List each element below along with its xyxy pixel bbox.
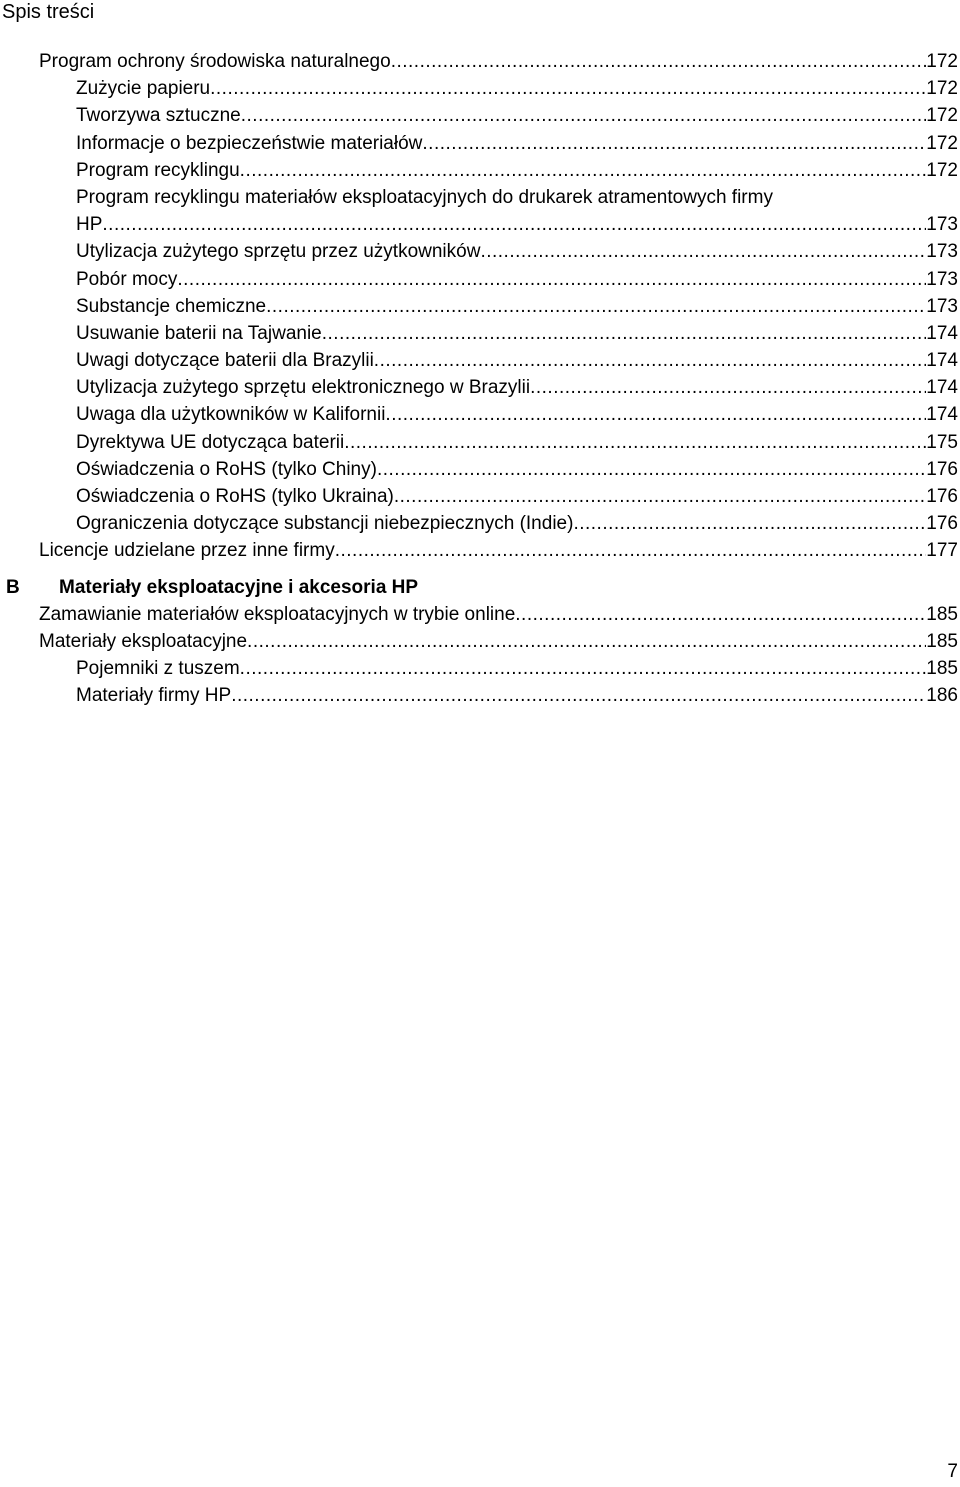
toc-entry-page: 172	[926, 51, 958, 72]
toc-entry[interactable]	[0, 75, 960, 102]
toc-entry-label: Uwaga dla użytkowników w Kalifornii	[76, 404, 386, 426]
toc-entry-page: 186	[926, 685, 958, 707]
dot-leader	[210, 75, 926, 102]
toc-entry-page: 185	[926, 603, 958, 625]
toc-entry-label: Zamawianie materiałów eksploatacyjnych w trybie online	[39, 603, 516, 625]
toc-entry-page: 174	[926, 377, 958, 399]
toc-entry[interactable]	[0, 537, 960, 564]
toc-entry[interactable]	[0, 293, 960, 320]
toc-entry[interactable]	[0, 456, 960, 483]
toc-entry-label: Tworzywa sztuczne	[76, 105, 241, 127]
toc-entry-page: 175	[926, 431, 958, 453]
toc-entry-label: Materiały firmy HP	[76, 685, 232, 707]
dot-leader	[266, 293, 926, 320]
toc-entry[interactable]	[0, 130, 960, 157]
toc-entry[interactable]	[0, 157, 960, 184]
dot-leader	[391, 48, 927, 75]
toc-entry-page: 174	[926, 350, 958, 372]
toc-entry[interactable]	[0, 347, 960, 374]
dot-leader	[422, 130, 926, 157]
page-number: 7	[947, 1461, 958, 1482]
toc-entry[interactable]	[0, 238, 960, 265]
toc-entry[interactable]	[0, 401, 960, 428]
dot-leader	[344, 429, 926, 456]
toc-entry-page: 185	[926, 657, 958, 679]
dot-leader	[394, 483, 926, 510]
toc-entry-page: 174	[926, 404, 958, 426]
toc-entry-page: 173	[926, 214, 958, 236]
toc-entry-page: 172	[926, 78, 958, 100]
toc-entry[interactable]	[0, 601, 960, 628]
toc-entry-page: 176	[926, 458, 958, 480]
toc-entry-label: Oświadczenia o RoHS (tylko Ukraina)	[76, 486, 394, 507]
toc-entry-page: 176	[926, 513, 958, 535]
toc-entry-page: 172	[926, 132, 958, 154]
toc-entry-page: 177	[926, 540, 958, 562]
page-title: Spis treści	[2, 1, 95, 23]
toc-entry[interactable]	[0, 429, 960, 456]
chapter-letter: B	[6, 576, 20, 598]
toc-entry[interactable]	[0, 510, 960, 537]
toc-entry-label-line1[interactable]: Program recyklingu materiałów eksploatacyjnych do drukarek atramentowych firmy	[76, 186, 773, 208]
toc-entry[interactable]	[0, 48, 960, 75]
toc-entry[interactable]	[0, 102, 960, 129]
dot-leader	[573, 510, 926, 537]
dot-leader	[247, 628, 926, 655]
toc-entry-label: Usuwanie baterii na Tajwanie	[76, 322, 322, 344]
toc-entry[interactable]	[0, 266, 960, 293]
toc-entry-page: 173	[926, 268, 958, 290]
chapter-heading[interactable]	[0, 574, 960, 601]
toc-entry-page: 185	[926, 630, 958, 652]
toc-entry-page: 172	[926, 105, 958, 127]
dot-leader	[374, 347, 927, 374]
dot-leader	[515, 601, 926, 628]
dot-leader	[335, 537, 927, 564]
toc-entry-label: Utylizacja zużytego sprzętu elektronicznego w Brazylii	[76, 377, 531, 399]
toc-entry-label: Informacje o bezpieczeństwie materiałów	[76, 132, 423, 154]
dot-leader	[231, 682, 926, 709]
dot-leader	[322, 320, 927, 347]
dot-leader	[377, 456, 926, 483]
toc-entry[interactable]	[0, 655, 960, 682]
toc-entry-label: Oświadczenia o RoHS (tylko Chiny)	[76, 458, 377, 480]
dot-leader	[240, 655, 927, 682]
toc-entry[interactable]	[0, 374, 960, 401]
toc-entry-page: 172	[926, 159, 958, 181]
toc-entry-label: Dyrektywa UE dotycząca baterii	[76, 431, 345, 453]
toc-entry-label: Program recyklingu	[76, 159, 240, 181]
toc-entry-label: HP	[76, 214, 103, 236]
toc-entry[interactable]	[0, 682, 960, 709]
toc-entry-label: Uwagi dotyczące baterii dla Brazylii	[76, 350, 374, 372]
table-of-contents	[0, 48, 960, 709]
toc-entry[interactable]	[0, 211, 960, 238]
dot-leader	[240, 157, 927, 184]
toc-entry-label: Program ochrony środowiska naturalnego	[39, 51, 391, 72]
toc-entry[interactable]	[0, 628, 960, 655]
toc-entry-label: Utylizacja zużytego sprzętu przez użytkowników	[76, 241, 481, 263]
toc-entry-label: Ograniczenia dotyczące substancji niebezpiecznych (Indie)	[76, 513, 574, 535]
toc-entry-label: Pojemniki z tuszem	[76, 657, 240, 679]
toc-entry-page: 174	[926, 322, 958, 344]
toc-entry-label: Licencje udzielane przez inne firmy	[39, 540, 335, 562]
dot-leader	[102, 211, 926, 238]
toc-entry[interactable]	[0, 483, 960, 510]
chapter-title: Materiały eksploatacyjne i akcesoria HP	[59, 576, 419, 598]
toc-entry-label: Pobór mocy	[76, 268, 178, 290]
dot-leader	[241, 102, 927, 129]
toc-entry[interactable]	[0, 320, 960, 347]
dot-leader	[385, 401, 926, 428]
dot-leader	[177, 266, 926, 293]
dot-leader	[530, 374, 926, 401]
toc-entry-page: 173	[926, 295, 958, 317]
toc-entry-label: Materiały eksploatacyjne	[39, 630, 248, 652]
toc-entry-label: Substancje chemiczne	[76, 295, 267, 317]
toc-entry-page: 173	[926, 241, 958, 263]
toc-entry-page: 176	[926, 486, 958, 507]
dot-leader	[480, 238, 926, 265]
toc-entry-label: Zużycie papieru	[76, 78, 211, 100]
